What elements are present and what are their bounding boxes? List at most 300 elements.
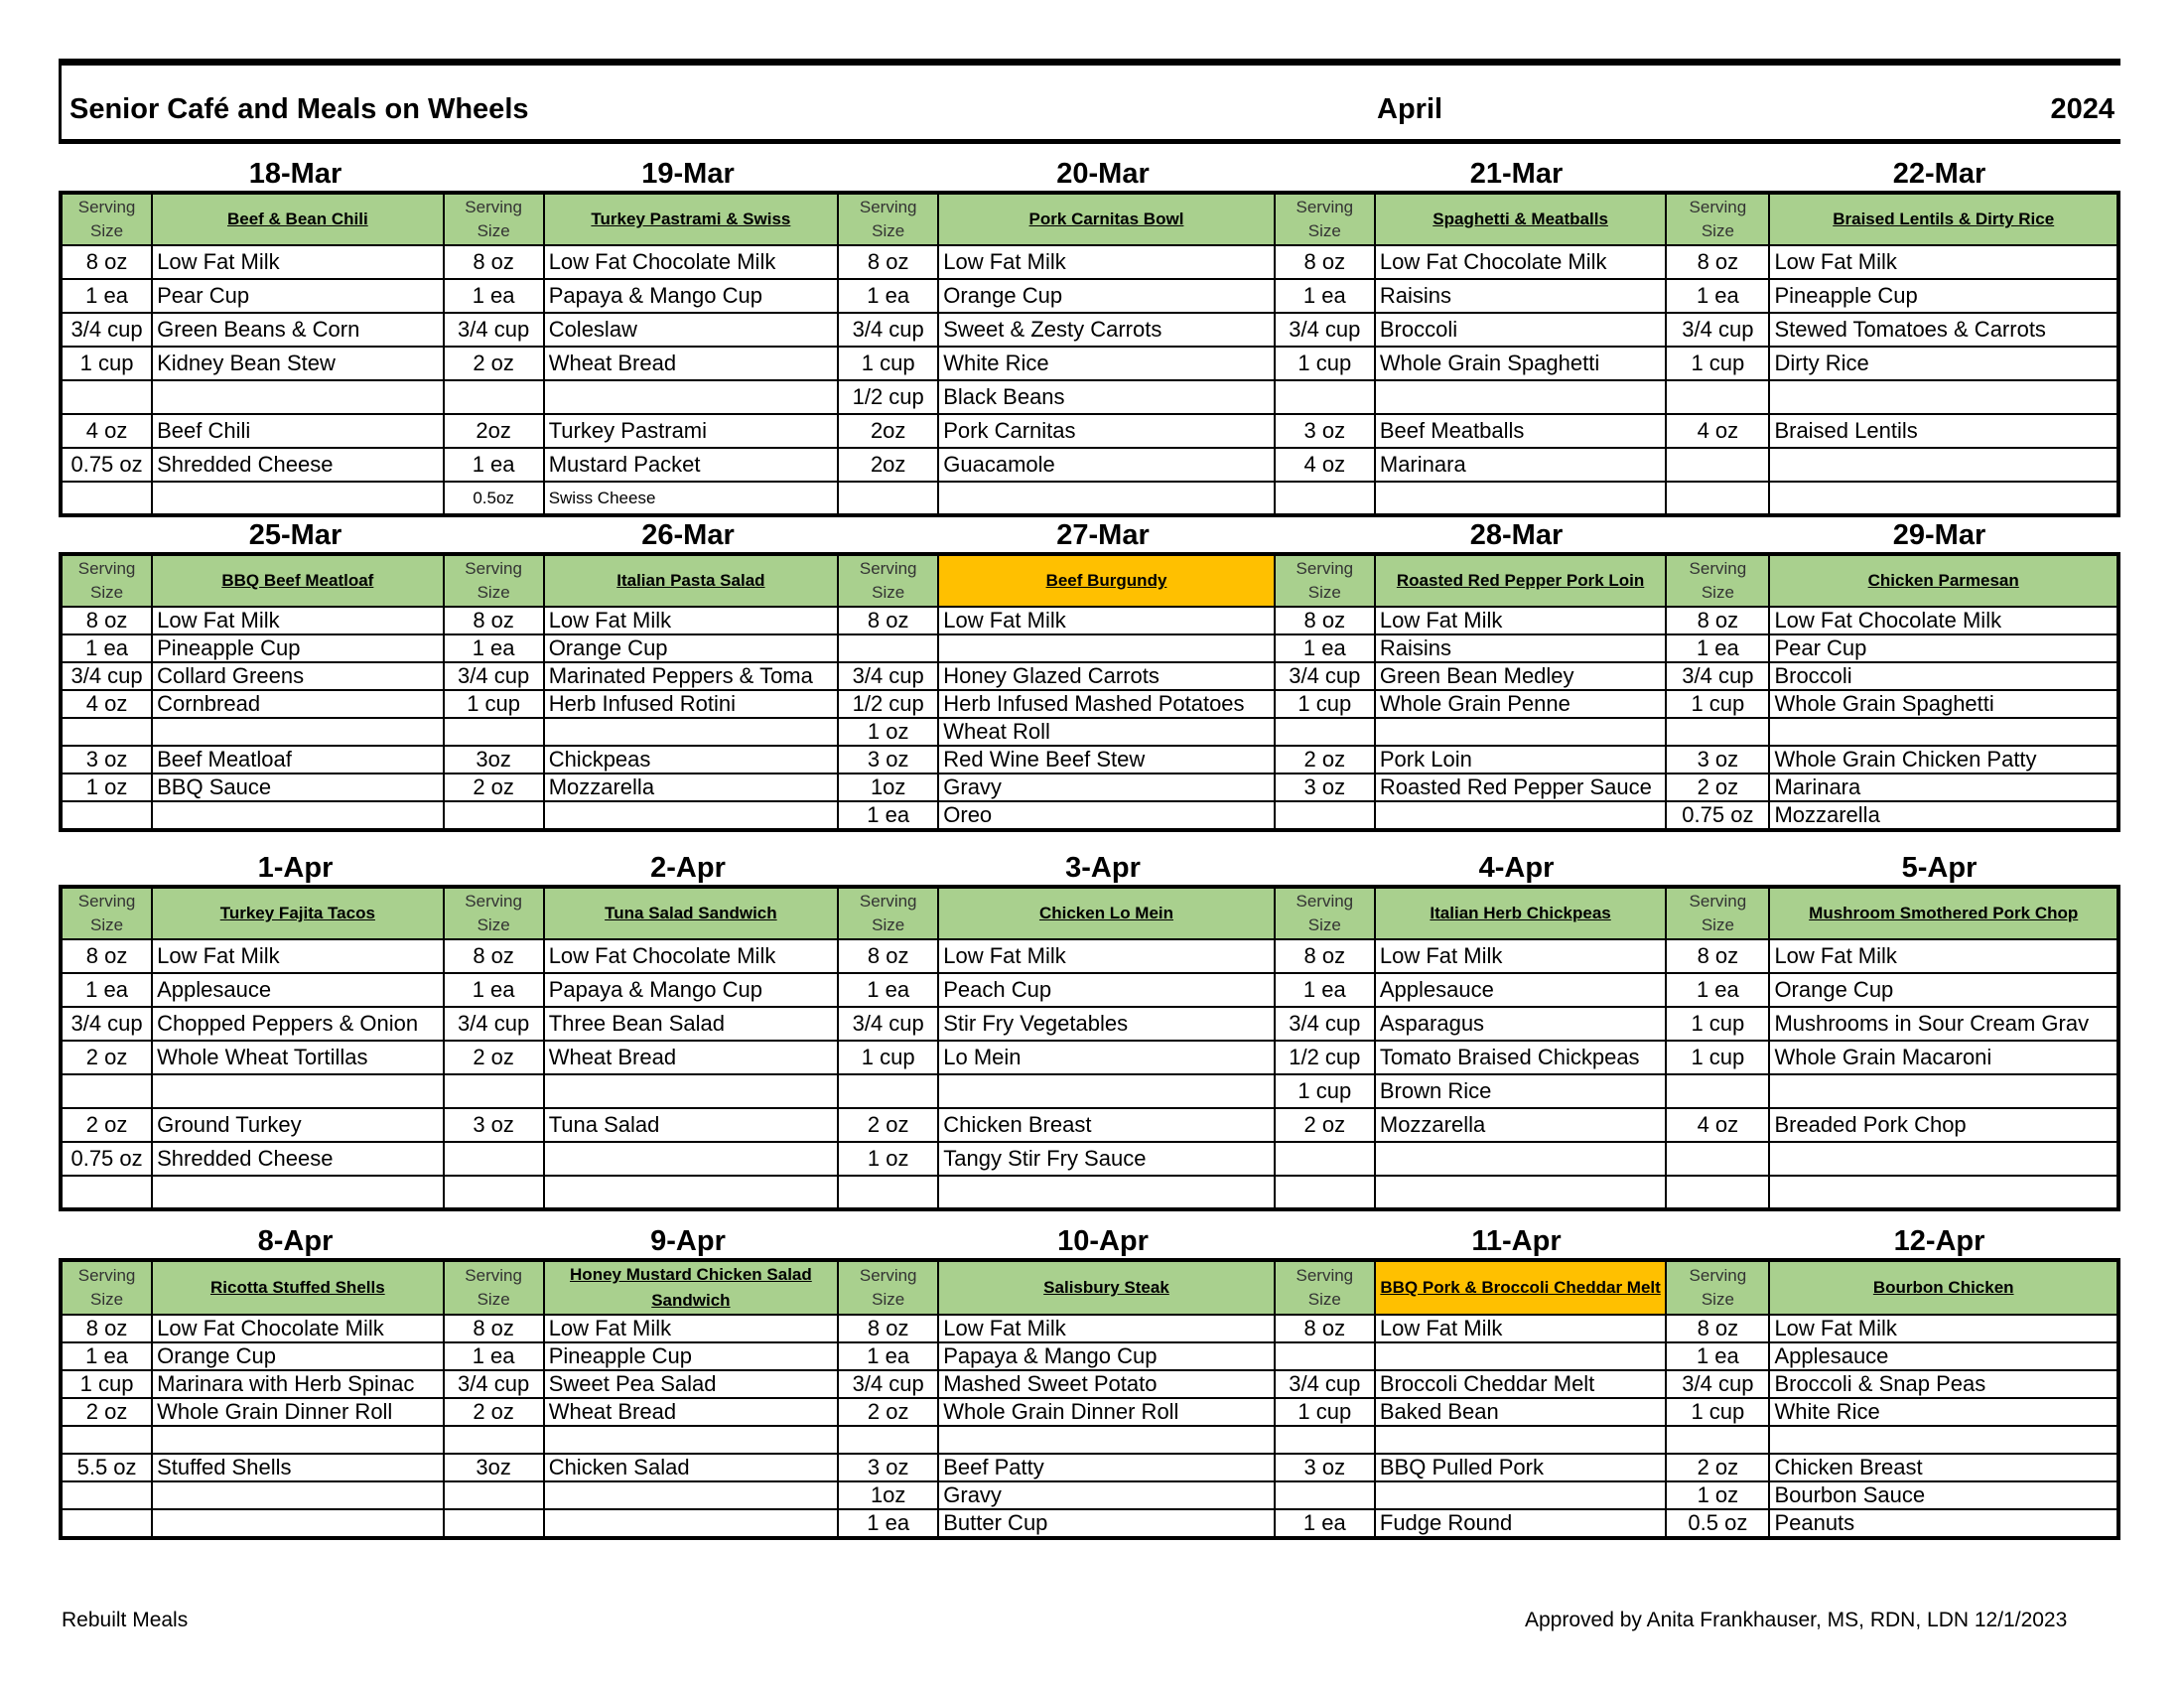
serving-size-cell: 1 cup	[1275, 690, 1375, 718]
entree-name: BBQ Pork & Broccoli Cheddar Melt	[1375, 1260, 1666, 1315]
serving-size-cell: 0.5oz	[444, 482, 544, 515]
table-row	[61, 746, 2118, 774]
day-date: 4-Apr	[1478, 852, 1555, 884]
serving-size-cell: 1 cup	[1666, 690, 1769, 718]
menu-item-cell: Low Fat Milk	[938, 607, 1274, 634]
menu-item-cell: Pork Carnitas	[938, 414, 1274, 448]
menu-item-cell: Peanuts	[1769, 1509, 2118, 1538]
serving-size-cell: 1 ea	[838, 279, 938, 313]
serving-size-cell	[1275, 1342, 1375, 1370]
menu-item-cell: Applesauce	[152, 973, 443, 1007]
table-row	[61, 279, 2118, 313]
serving-size-header: Serving Size	[444, 887, 544, 939]
menu-item-cell	[544, 1176, 838, 1209]
menu-item-cell	[1769, 718, 2118, 746]
serving-size-cell: 1 ea	[444, 634, 544, 662]
serving-size-cell: 3/4 cup	[444, 313, 544, 347]
entree-name: Pork Carnitas Bowl	[938, 193, 1274, 245]
menu-item-cell: White Rice	[938, 347, 1274, 380]
serving-size-cell: 1 oz	[1666, 1481, 1769, 1509]
menu-item-cell: Herb Infused Mashed Potatoes	[938, 690, 1274, 718]
serving-size-cell: 3/4 cup	[838, 313, 938, 347]
serving-size-header: Serving Size	[1666, 193, 1769, 245]
serving-size-cell: 3 oz	[61, 746, 152, 774]
menu-item-cell: Peach Cup	[938, 973, 1274, 1007]
serving-size-cell	[61, 1176, 152, 1209]
serving-size-cell: 1 oz	[61, 774, 152, 801]
day-date: 19-Mar	[641, 158, 735, 190]
menu-item-cell	[1375, 718, 1666, 746]
menu-item-cell	[1769, 1176, 2118, 1209]
entree-name: BBQ Beef Meatloaf	[152, 554, 443, 607]
date-row	[59, 1224, 2120, 1258]
menu-item-cell: Orange Cup	[544, 634, 838, 662]
menu-week-table	[59, 552, 2120, 832]
menu-item-cell	[1769, 1426, 2118, 1454]
serving-size-cell: 1 ea	[1666, 279, 1769, 313]
menu-item-cell: Low Fat Milk	[1769, 245, 2118, 279]
day-date: 18-Mar	[248, 158, 342, 190]
menu-item-cell: Honey Glazed Carrots	[938, 662, 1274, 690]
serving-size-cell: 8 oz	[444, 939, 544, 973]
menu-item-cell	[938, 1176, 1274, 1209]
serving-size-cell	[61, 801, 152, 830]
day-date: 10-Apr	[1057, 1225, 1149, 1257]
menu-item-cell: Braised Lentils	[1769, 414, 2118, 448]
serving-size-header: Serving Size	[838, 193, 938, 245]
menu-item-cell: Raisins	[1375, 279, 1666, 313]
serving-size-cell: 1 ea	[1275, 279, 1375, 313]
serving-size-cell	[444, 1176, 544, 1209]
serving-size-cell: 3/4 cup	[838, 1007, 938, 1041]
day-date: 12-Apr	[1893, 1225, 1985, 1257]
serving-size-cell: 1 oz	[838, 1142, 938, 1176]
serving-size-cell: 2 oz	[838, 1108, 938, 1142]
week-block	[59, 518, 2120, 832]
menu-item-cell	[152, 1074, 443, 1108]
entree-name: Turkey Fajita Tacos	[152, 887, 443, 939]
menu-item-cell: Marinated Peppers & Toma	[544, 662, 838, 690]
menu-item-cell: Red Wine Beef Stew	[938, 746, 1274, 774]
table-row	[61, 1481, 2118, 1509]
serving-size-cell: 3/4 cup	[1666, 1370, 1769, 1398]
menu-item-cell	[544, 1481, 838, 1509]
menu-item-cell: Chicken Breast	[938, 1108, 1274, 1142]
entree-name: Chicken Lo Mein	[938, 887, 1274, 939]
menu-item-cell: Low Fat Milk	[152, 939, 443, 973]
serving-size-cell: 8 oz	[1666, 1315, 1769, 1342]
day-date: 1-Apr	[257, 852, 334, 884]
serving-size-cell: 1 cup	[1275, 1074, 1375, 1108]
menu-item-cell: Low Fat Milk	[544, 607, 838, 634]
serving-size-cell: 2 oz	[444, 1398, 544, 1426]
serving-size-cell	[1275, 1142, 1375, 1176]
menu-item-cell: Kidney Bean Stew	[152, 347, 443, 380]
day-date: 21-Mar	[1469, 158, 1564, 190]
serving-size-cell: 3/4 cup	[1275, 313, 1375, 347]
menu-item-cell: Low Fat Milk	[152, 245, 443, 279]
day-date: 29-Mar	[1892, 519, 1986, 551]
serving-size-cell: 2 oz	[1666, 1454, 1769, 1481]
table-row	[61, 1398, 2118, 1426]
menu-item-cell: Chickpeas	[544, 746, 838, 774]
menu-item-cell	[544, 1074, 838, 1108]
menu-item-cell: Whole Wheat Tortillas	[152, 1041, 443, 1074]
day-date: 3-Apr	[1065, 852, 1141, 884]
serving-size-header: Serving Size	[838, 887, 938, 939]
serving-size-cell: 2 oz	[61, 1041, 152, 1074]
serving-size-cell: 8 oz	[1275, 245, 1375, 279]
table-row	[61, 662, 2118, 690]
menu-item-cell: Wheat Roll	[938, 718, 1274, 746]
menu-item-cell	[938, 1074, 1274, 1108]
serving-size-cell: 3/4 cup	[1666, 662, 1769, 690]
menu-item-cell: Orange Cup	[1769, 973, 2118, 1007]
serving-size-cell	[61, 380, 152, 414]
serving-size-cell: 8 oz	[444, 245, 544, 279]
serving-size-cell	[1275, 482, 1375, 515]
menu-item-cell: Low Fat Chocolate Milk	[1375, 245, 1666, 279]
menu-item-cell	[1375, 1481, 1666, 1509]
serving-size-cell: 1 cup	[1666, 1398, 1769, 1426]
serving-size-cell: 4 oz	[1275, 448, 1375, 482]
day-date: 2-Apr	[650, 852, 726, 884]
menu-item-cell: Low Fat Milk	[152, 607, 443, 634]
serving-size-cell: 3 oz	[1275, 774, 1375, 801]
menu-item-cell: Three Bean Salad	[544, 1007, 838, 1041]
serving-size-cell: 1 ea	[1275, 973, 1375, 1007]
serving-size-cell: 5.5 oz	[61, 1454, 152, 1481]
serving-size-cell: 2 oz	[61, 1398, 152, 1426]
date-row	[59, 518, 2120, 552]
menu-item-cell: Low Fat Milk	[1375, 1315, 1666, 1342]
serving-size-cell: 1 ea	[61, 1342, 152, 1370]
menu-item-cell: Raisins	[1375, 634, 1666, 662]
menu-item-cell	[938, 634, 1274, 662]
serving-size-cell: 2 oz	[444, 347, 544, 380]
serving-size-cell: 8 oz	[1666, 939, 1769, 973]
menu-item-cell: Mushrooms in Sour Cream Grav	[1769, 1007, 2118, 1041]
menu-item-cell	[152, 1176, 443, 1209]
menu-item-cell: Beef Meatballs	[1375, 414, 1666, 448]
menu-item-cell: Oreo	[938, 801, 1274, 830]
serving-size-header: Serving Size	[1666, 554, 1769, 607]
serving-size-cell	[444, 1142, 544, 1176]
serving-size-header: Serving Size	[1275, 554, 1375, 607]
serving-size-cell	[444, 801, 544, 830]
menu-week-table	[59, 885, 2120, 1211]
serving-size-cell: 1 ea	[838, 973, 938, 1007]
menu-item-cell: Low Fat Milk	[938, 245, 1274, 279]
serving-size-cell	[838, 634, 938, 662]
serving-size-cell: 1 cup	[1275, 1398, 1375, 1426]
menu-item-cell: Pear Cup	[152, 279, 443, 313]
serving-size-cell: 1/2 cup	[838, 690, 938, 718]
serving-size-header: Serving Size	[444, 554, 544, 607]
menu-item-cell	[938, 482, 1274, 515]
entree-name: Honey Mustard Chicken Salad Sandwich	[544, 1260, 838, 1315]
menu-header	[59, 59, 2120, 144]
entree-name: Tuna Salad Sandwich	[544, 887, 838, 939]
table-header-row	[61, 554, 2118, 607]
entree-name: Italian Herb Chickpeas	[1375, 887, 1666, 939]
menu-item-cell	[1375, 1342, 1666, 1370]
serving-size-cell: 1 cup	[61, 347, 152, 380]
serving-size-cell: 1 ea	[1275, 1509, 1375, 1538]
entree-name: Roasted Red Pepper Pork Loin	[1375, 554, 1666, 607]
table-row	[61, 774, 2118, 801]
menu-item-cell: Fudge Round	[1375, 1509, 1666, 1538]
serving-size-cell: 8 oz	[1275, 607, 1375, 634]
serving-size-cell: 3/4 cup	[1666, 313, 1769, 347]
serving-size-cell: 3/4 cup	[61, 313, 152, 347]
menu-item-cell: Low Fat Chocolate Milk	[544, 939, 838, 973]
serving-size-cell: 1/2 cup	[1275, 1041, 1375, 1074]
serving-size-header: Serving Size	[1275, 193, 1375, 245]
menu-item-cell: Low Fat Milk	[1769, 939, 2118, 973]
serving-size-cell	[1666, 1426, 1769, 1454]
serving-size-cell	[61, 482, 152, 515]
entree-name: Ricotta Stuffed Shells	[152, 1260, 443, 1315]
serving-size-cell: 0.5 oz	[1666, 1509, 1769, 1538]
menu-item-cell: Pork Loin	[1375, 746, 1666, 774]
menu-item-cell: Low Fat Milk	[1375, 607, 1666, 634]
date-row	[59, 157, 2120, 191]
table-row	[61, 801, 2118, 830]
menu-item-cell	[152, 1481, 443, 1509]
serving-size-header: Serving Size	[444, 1260, 544, 1315]
menu-item-cell: Collard Greens	[152, 662, 443, 690]
serving-size-cell	[1666, 1142, 1769, 1176]
serving-size-cell	[1666, 1176, 1769, 1209]
menu-item-cell: Mozzarella	[1769, 801, 2118, 830]
menu-item-cell: Sweet Pea Salad	[544, 1370, 838, 1398]
serving-size-cell	[838, 1074, 938, 1108]
serving-size-cell: 1 cup	[61, 1370, 152, 1398]
serving-size-cell: 3/4 cup	[444, 662, 544, 690]
menu-item-cell: Mashed Sweet Potato	[938, 1370, 1274, 1398]
menu-item-cell: Beef Patty	[938, 1454, 1274, 1481]
menu-item-cell: Stewed Tomatoes & Carrots	[1769, 313, 2118, 347]
serving-size-cell: 2 oz	[1275, 1108, 1375, 1142]
menu-item-cell	[1375, 1426, 1666, 1454]
menu-item-cell	[152, 1426, 443, 1454]
serving-size-cell: 0.75 oz	[61, 1142, 152, 1176]
entree-name: Italian Pasta Salad	[544, 554, 838, 607]
menu-item-cell: Baked Bean	[1375, 1398, 1666, 1426]
serving-size-header: Serving Size	[61, 1260, 152, 1315]
menu-item-cell	[938, 1426, 1274, 1454]
menu-item-cell	[544, 1509, 838, 1538]
menu-year: 2024	[2050, 93, 2115, 125]
serving-size-cell: 8 oz	[61, 245, 152, 279]
table-row	[61, 718, 2118, 746]
serving-size-cell: 1 ea	[838, 1509, 938, 1538]
menu-item-cell: Beef Meatloaf	[152, 746, 443, 774]
serving-size-cell: 8 oz	[1666, 607, 1769, 634]
serving-size-cell: 0.75 oz	[61, 448, 152, 482]
serving-size-cell: 1 ea	[61, 973, 152, 1007]
day-date: 28-Mar	[1469, 519, 1564, 551]
menu-item-cell: Herb Infused Rotini	[544, 690, 838, 718]
menu-item-cell	[1769, 482, 2118, 515]
menu-item-cell	[544, 380, 838, 414]
serving-size-cell	[444, 1481, 544, 1509]
serving-size-cell: 1 ea	[1666, 1342, 1769, 1370]
menu-item-cell: Pineapple Cup	[152, 634, 443, 662]
serving-size-cell	[838, 1426, 938, 1454]
menu-item-cell: Whole Grain Macaroni	[1769, 1041, 2118, 1074]
serving-size-cell: 1 oz	[838, 718, 938, 746]
serving-size-cell	[444, 380, 544, 414]
menu-item-cell: Coleslaw	[544, 313, 838, 347]
day-date: 20-Mar	[1056, 158, 1150, 190]
menu-item-cell: Marinara	[1769, 774, 2118, 801]
serving-size-cell: 3 oz	[838, 1454, 938, 1481]
serving-size-cell: 3 oz	[444, 1108, 544, 1142]
table-row	[61, 1074, 2118, 1108]
serving-size-cell: 8 oz	[1275, 1315, 1375, 1342]
serving-size-cell: 3/4 cup	[838, 1370, 938, 1398]
entree-name: Beef Burgundy	[938, 554, 1274, 607]
menu-item-cell: Low Fat Chocolate Milk	[152, 1315, 443, 1342]
menu-item-cell	[1375, 482, 1666, 515]
serving-size-cell	[444, 1074, 544, 1108]
menu-item-cell: Turkey Pastrami	[544, 414, 838, 448]
serving-size-header: Serving Size	[1666, 887, 1769, 939]
entree-name: Mushroom Smothered Pork Chop	[1769, 887, 2118, 939]
serving-size-cell: 2 oz	[838, 1398, 938, 1426]
serving-size-cell: 2oz	[838, 448, 938, 482]
serving-size-cell	[444, 1426, 544, 1454]
entree-name: Bourbon Chicken	[1769, 1260, 2118, 1315]
serving-size-cell	[1666, 380, 1769, 414]
menu-item-cell: Brown Rice	[1375, 1074, 1666, 1108]
serving-size-cell	[61, 718, 152, 746]
serving-size-cell: 8 oz	[838, 1315, 938, 1342]
serving-size-cell: 3oz	[444, 1454, 544, 1481]
table-row	[61, 939, 2118, 973]
day-date: 26-Mar	[641, 519, 735, 551]
menu-item-cell: Chicken Breast	[1769, 1454, 2118, 1481]
serving-size-cell: 1 cup	[444, 690, 544, 718]
menu-item-cell: Stuffed Shells	[152, 1454, 443, 1481]
menu-item-cell: Cornbread	[152, 690, 443, 718]
serving-size-cell: 1 ea	[444, 279, 544, 313]
menu-item-cell: Beef Chili	[152, 414, 443, 448]
serving-size-cell: 1 cup	[1275, 347, 1375, 380]
menu-item-cell: Black Beans	[938, 380, 1274, 414]
serving-size-cell: 8 oz	[838, 939, 938, 973]
serving-size-header: Serving Size	[838, 1260, 938, 1315]
serving-size-cell	[1275, 1176, 1375, 1209]
menu-item-cell: Low Fat Milk	[938, 1315, 1274, 1342]
menu-item-cell: Broccoli	[1375, 313, 1666, 347]
table-row	[61, 1342, 2118, 1370]
serving-size-cell: 4 oz	[61, 690, 152, 718]
serving-size-cell: 2 oz	[444, 1041, 544, 1074]
serving-size-cell: 1 ea	[444, 448, 544, 482]
menu-item-cell: Applesauce	[1375, 973, 1666, 1007]
serving-size-cell: 2 oz	[444, 774, 544, 801]
serving-size-cell	[444, 718, 544, 746]
menu-item-cell: Shredded Cheese	[152, 1142, 443, 1176]
menu-item-cell	[1769, 380, 2118, 414]
menu-item-cell: Swiss Cheese	[544, 482, 838, 515]
serving-size-header: Serving Size	[61, 554, 152, 607]
entree-name: Chicken Parmesan	[1769, 554, 2118, 607]
menu-item-cell	[1375, 380, 1666, 414]
serving-size-cell	[838, 1176, 938, 1209]
menu-item-cell: Gravy	[938, 1481, 1274, 1509]
serving-size-cell	[1666, 1074, 1769, 1108]
serving-size-cell: 3oz	[444, 746, 544, 774]
serving-size-cell: 3/4 cup	[61, 662, 152, 690]
table-row	[61, 347, 2118, 380]
serving-size-cell: 8 oz	[61, 607, 152, 634]
table-header-row	[61, 1260, 2118, 1315]
menu-item-cell	[152, 1509, 443, 1538]
serving-size-cell	[1275, 1426, 1375, 1454]
menu-item-cell: Mozzarella	[1375, 1108, 1666, 1142]
menu-item-cell: Orange Cup	[938, 279, 1274, 313]
table-row	[61, 482, 2118, 515]
serving-size-cell: 2 oz	[1275, 746, 1375, 774]
serving-size-cell: 1 ea	[61, 279, 152, 313]
menu-item-cell: BBQ Pulled Pork	[1375, 1454, 1666, 1481]
menu-item-cell: Low Fat Milk	[1375, 939, 1666, 973]
week-block	[59, 851, 2120, 1211]
serving-size-cell: 8 oz	[444, 607, 544, 634]
serving-size-cell: 2 oz	[1666, 774, 1769, 801]
table-header-row	[61, 887, 2118, 939]
menu-item-cell: White Rice	[1769, 1398, 2118, 1426]
serving-size-cell: 8 oz	[838, 245, 938, 279]
menu-item-cell: Stir Fry Vegetables	[938, 1007, 1274, 1041]
menu-item-cell: Wheat Bread	[544, 1041, 838, 1074]
menu-item-cell: Wheat Bread	[544, 1398, 838, 1426]
serving-size-cell: 1 ea	[838, 801, 938, 830]
menu-item-cell: Gravy	[938, 774, 1274, 801]
menu-item-cell: Pineapple Cup	[544, 1342, 838, 1370]
menu-item-cell: Whole Grain Spaghetti	[1375, 347, 1666, 380]
serving-size-header: Serving Size	[838, 554, 938, 607]
menu-item-cell	[544, 1426, 838, 1454]
menu-item-cell: Butter Cup	[938, 1509, 1274, 1538]
table-row	[61, 1007, 2118, 1041]
table-row	[61, 245, 2118, 279]
menu-item-cell: Mustard Packet	[544, 448, 838, 482]
menu-item-cell: Green Bean Medley	[1375, 662, 1666, 690]
serving-size-header: Serving Size	[444, 193, 544, 245]
menu-item-cell: Tomato Braised Chickpeas	[1375, 1041, 1666, 1074]
day-date: 22-Mar	[1892, 158, 1986, 190]
menu-item-cell: Whole Grain Dinner Roll	[152, 1398, 443, 1426]
menu-item-cell: Low Fat Milk	[544, 1315, 838, 1342]
menu-item-cell	[544, 718, 838, 746]
serving-size-cell	[1666, 482, 1769, 515]
table-row	[61, 313, 2118, 347]
table-row	[61, 1426, 2118, 1454]
menu-item-cell: Chicken Salad	[544, 1454, 838, 1481]
entree-name: Salisbury Steak	[938, 1260, 1274, 1315]
menu-item-cell: Tangy Stir Fry Sauce	[938, 1142, 1274, 1176]
menu-item-cell: Asparagus	[1375, 1007, 1666, 1041]
menu-item-cell: Low Fat Chocolate Milk	[1769, 607, 2118, 634]
menu-item-cell	[1769, 1074, 2118, 1108]
menu-item-cell: BBQ Sauce	[152, 774, 443, 801]
menu-item-cell: Green Beans & Corn	[152, 313, 443, 347]
